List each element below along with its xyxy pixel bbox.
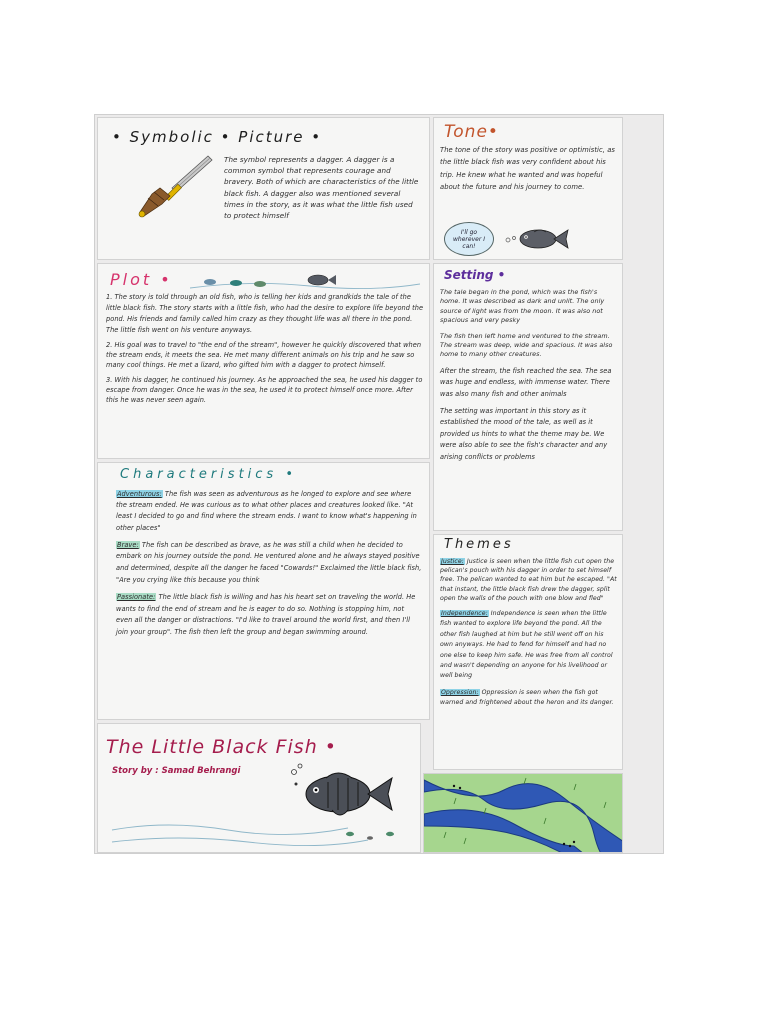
symbolic-heading: • Symbolic • Picture •	[112, 128, 323, 146]
poster	[94, 114, 664, 854]
characteristic-tag-brave: Brave:	[117, 540, 139, 549]
themes-heading: Themes	[444, 537, 514, 552]
characteristic-text-passionate: The little black fish is willing and has his heart set on traveling the world. He wants to find the end of stream and he is eager to do so. Nothing is stopping him, not even all the danger or distractions. "I'd like to travel around the world first, and then I'll join your group". The fish then left the group and began swimming around.	[116, 593, 416, 636]
black-fish-icon	[504, 222, 574, 256]
theme-tag-justice: Justice:	[441, 558, 464, 565]
cover-title: The Little Black Fish •	[106, 736, 337, 758]
plot-heading: Plot •	[110, 270, 173, 289]
characteristic-adventurous	[116, 489, 422, 534]
characteristic-tag-adventurous: Adventurous:	[117, 490, 162, 498]
theme-tag-independence: Independence:	[441, 610, 488, 618]
theme-tag-oppression: Oppression:	[441, 688, 479, 696]
plot-item-3: 3. With his dagger, he continued his journey. As he approached the sea, he used his dagger to escape from danger. Once he was in the sea, he used it to protect himself once more. After this he was never seen again.	[106, 375, 423, 405]
tone-heading: Tone•	[444, 122, 499, 142]
stream-map-panel	[423, 773, 623, 853]
setting-paragraphs	[440, 288, 618, 463]
theme-text-justice: Justice is seen when the little fish cut open the pelican's pouch with his dagger in order to set himself free. The pelican wanted to eat him but he escaped. "At that instant, the little black fish drew the dagger, split open the walls of the pouch with one blow and fled"	[440, 558, 617, 602]
theme-text-oppression: Oppression is seen when the fish got warned and frightened about the heron and its danger.	[440, 688, 614, 707]
setting-paragraph-2: The fish then left home and ventured to the stream. The stream was deep, wide and spacious. It was also home to many other creatures.	[440, 331, 613, 359]
theme-text-independence: Independence is seen when the little fish wanted to explore life beyond the pond. All the other fish laughed at him but he still went off on his own anyways. He had to fend for himself and had no one else to keep him safe. He was free from all control and wasn't depending on anyone for his livelihood or well being	[440, 610, 613, 680]
characteristic-text-adventurous: The fish was seen as adventurous as he longed to explore and see where the stream ended. He was curious as to what other places and creatures looked like. "At least I decided to go and find where the stream ends. I want to know what's happening in other places"	[116, 490, 417, 532]
plot-items	[106, 292, 424, 405]
characteristic-tag-passionate: Passionate:	[117, 593, 156, 602]
setting-panel	[433, 263, 623, 531]
characteristic-brave	[116, 540, 422, 586]
setting-heading: Setting •	[444, 268, 506, 282]
themes-panel	[433, 534, 623, 770]
characteristics-heading: Characteristics •	[120, 467, 297, 482]
speech-bubble-text: I'll go wherever I can!	[453, 228, 485, 250]
stream-fish-decoration	[190, 270, 420, 294]
characteristics-panel	[97, 462, 430, 720]
speech-bubble	[444, 222, 494, 256]
cover-panel	[97, 723, 421, 853]
setting-paragraph-3: After the stream, the fish reached the sea. The sea was huge and endless, with immense water. There was also many fish and other animals	[440, 366, 612, 398]
stream-map-illustration	[424, 774, 623, 853]
plot-item-2: 2. His goal was to travel to "the end of the stream", however he quickly discovered that when the stream ends, it meets the sea. He met many different animals on his trip and he saw so many cool things. He met a lizard, who gifted him with a dagger to protect himself.	[106, 341, 422, 370]
dagger-icon	[134, 152, 214, 222]
plot-panel	[97, 263, 430, 459]
characteristic-passionate	[116, 592, 422, 638]
plot-item-1: 1. The story is told through an old fish, who is telling her kids and grandkids the tale of the little black fish. The story starts with a little fish, who had the desire to explore life beyond the pond. His friends and family called him crazy as they thought life was all there in the pond. The little fish went on his venture anyways.	[106, 293, 424, 334]
characteristic-text-brave: The fish can be described as brave, as he was still a child when he decided to embark on his journey outside the pond. He ventured alone and he always stayed positive and determined, despite all the danger he faced "Cowards!" Exclaimed the little black fish, "Are you crying like this because you think	[116, 540, 422, 584]
cover-fish-illustration	[288, 762, 398, 824]
tone-panel	[433, 117, 623, 260]
cover-byline: Story by : Samad Behrangi	[112, 766, 241, 776]
symbolic-picture-panel	[97, 117, 430, 260]
theme-justice	[440, 557, 618, 603]
theme-independence	[440, 609, 618, 682]
themes-items	[440, 557, 618, 709]
setting-paragraph-4: The setting was important in this story as it established the mood of the tale, as well as it provided us hints to what the theme may be. We were also able to see the fish's character and any arising conflicts or problems	[440, 407, 608, 461]
cover-water-lines	[108, 820, 408, 850]
theme-oppression	[440, 688, 618, 709]
tone-text: The tone of the story was positive or optimistic, as the little black fish was very confident about his trip. He knew what he wanted and was hopeful about the future and his journey to come.	[440, 146, 615, 192]
setting-paragraph-1: The tale began in the pond, which was the fish's home. It was described as dark and unlit. The only source of light was from the moon. It was also not spacious and very pesky	[440, 288, 605, 325]
characteristics-items	[116, 489, 422, 639]
symbolic-text: The symbol represents a dagger. A dagger is a common symbol that represents courage and bravery. Both of which are characteristics of the little black fish. A dagger also was mentioned several times in the story, as it was what the little fish used to protect himself	[224, 155, 419, 221]
